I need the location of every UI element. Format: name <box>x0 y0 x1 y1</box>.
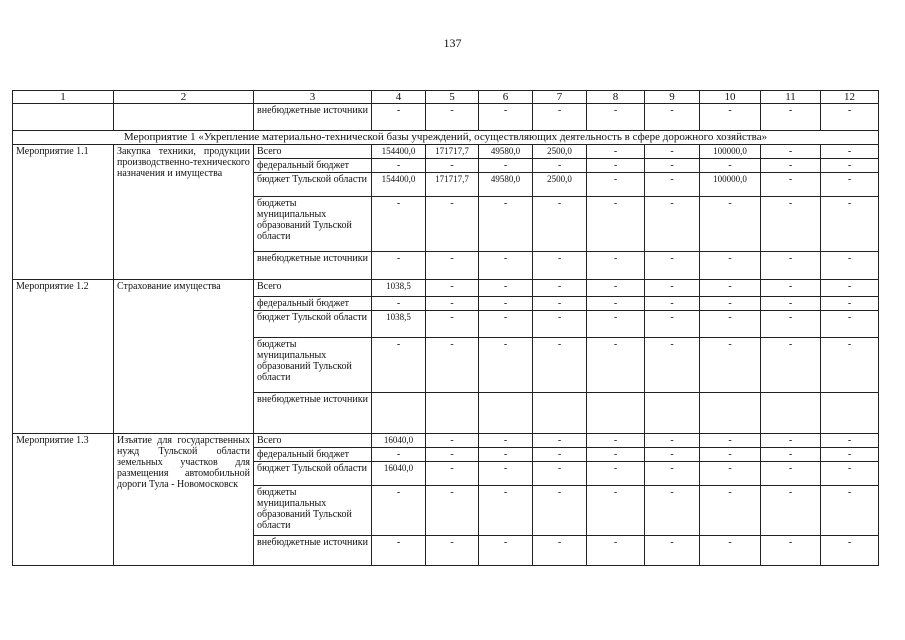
value-cell: 154400,0 <box>372 173 426 197</box>
value-cell <box>645 393 700 434</box>
measure-name: Изъятие для государственных нужд Тульской области земельных участков для размещения автомобильной дороги Тула - Новомосковск <box>114 434 254 566</box>
section-title: Мероприятие 1 «Укрепление материально-технической базы учреждений, осуществляющих деятельность в сфере дорожного хозяйства» <box>13 131 879 145</box>
column-header-7: 7 <box>533 91 587 104</box>
value-cell: - <box>587 297 645 311</box>
value-cell: - <box>700 197 761 252</box>
value-cell: - <box>645 297 700 311</box>
value-cell: 154400,0 <box>372 145 426 159</box>
value-cell: - <box>821 297 879 311</box>
value-cell: - <box>426 280 479 297</box>
value-cell: - <box>587 486 645 536</box>
value-cell: - <box>821 104 879 131</box>
value-cell: - <box>821 159 879 173</box>
value-cell: - <box>426 104 479 131</box>
funding-source: Всего <box>254 434 372 448</box>
table-row <box>13 434 879 448</box>
value-cell: 1038,5 <box>372 311 426 338</box>
value-cell: - <box>761 197 821 252</box>
value-cell: - <box>479 104 533 131</box>
funding-source: Всего <box>254 280 372 297</box>
value-cell: - <box>587 311 645 338</box>
funding-source: бюджет Тульской области <box>254 462 372 486</box>
table-row <box>13 145 879 159</box>
value-cell: - <box>761 536 821 566</box>
value-cell: 16040,0 <box>372 462 426 486</box>
value-cell: - <box>700 536 761 566</box>
value-cell: - <box>533 252 587 280</box>
funding-source: бюджеты муниципальных образований Тульской области <box>254 486 372 536</box>
column-header-3: 3 <box>254 91 372 104</box>
value-cell: - <box>821 462 879 486</box>
value-cell: - <box>533 197 587 252</box>
value-cell: 49580,0 <box>479 145 533 159</box>
value-cell: - <box>479 159 533 173</box>
funding-source: федеральный бюджет <box>254 297 372 311</box>
column-header-8: 8 <box>587 91 645 104</box>
value-cell: - <box>645 434 700 448</box>
value-cell: 2500,0 <box>533 173 587 197</box>
value-cell: - <box>700 434 761 448</box>
column-header-10: 10 <box>700 91 761 104</box>
column-header-5: 5 <box>426 91 479 104</box>
value-cell: - <box>587 252 645 280</box>
value-cell: - <box>426 297 479 311</box>
value-cell: - <box>645 462 700 486</box>
value-cell: - <box>426 486 479 536</box>
value-cell: - <box>479 297 533 311</box>
value-cell: - <box>821 280 879 297</box>
value-cell: - <box>645 311 700 338</box>
value-cell: - <box>533 434 587 448</box>
column-header-6: 6 <box>479 91 533 104</box>
column-header-2: 2 <box>114 91 254 104</box>
value-cell: - <box>645 104 700 131</box>
value-cell: - <box>426 462 479 486</box>
value-cell: - <box>587 173 645 197</box>
measure-id: Мероприятие 1.1 <box>13 145 114 280</box>
column-header-12: 12 <box>821 91 879 104</box>
value-cell: - <box>821 536 879 566</box>
value-cell: - <box>700 462 761 486</box>
empty-cell <box>114 104 254 131</box>
value-cell: - <box>821 434 879 448</box>
value-cell: - <box>700 338 761 393</box>
value-cell <box>372 393 426 434</box>
value-cell: - <box>426 197 479 252</box>
table-row <box>13 280 879 297</box>
value-cell: - <box>426 252 479 280</box>
value-cell: - <box>761 434 821 448</box>
value-cell: - <box>645 197 700 252</box>
value-cell: - <box>372 338 426 393</box>
value-cell: - <box>700 448 761 462</box>
value-cell: - <box>761 486 821 536</box>
value-cell: - <box>587 434 645 448</box>
value-cell: - <box>479 486 533 536</box>
funding-source: бюджеты муниципальных образований Тульской области <box>254 338 372 393</box>
measure-name: Страхование имущества <box>114 280 254 434</box>
value-cell: - <box>700 104 761 131</box>
column-header-4: 4 <box>372 91 426 104</box>
value-cell: - <box>645 252 700 280</box>
value-cell: - <box>587 159 645 173</box>
value-cell: - <box>587 536 645 566</box>
value-cell: - <box>761 252 821 280</box>
value-cell: 171717,7 <box>426 173 479 197</box>
value-cell: - <box>426 338 479 393</box>
column-header-9: 9 <box>645 91 700 104</box>
value-cell: - <box>533 311 587 338</box>
measure-name: Закупка техники, продукции производственно-технического назначения и имущества <box>114 145 254 280</box>
value-cell: - <box>700 252 761 280</box>
value-cell: - <box>761 311 821 338</box>
value-cell: - <box>372 252 426 280</box>
value-cell: - <box>533 280 587 297</box>
value-cell: - <box>761 104 821 131</box>
value-cell: - <box>761 448 821 462</box>
value-cell: - <box>821 252 879 280</box>
value-cell: 2500,0 <box>533 145 587 159</box>
value-cell <box>533 393 587 434</box>
value-cell: - <box>821 145 879 159</box>
value-cell: - <box>426 159 479 173</box>
column-header-11: 11 <box>761 91 821 104</box>
value-cell: - <box>426 311 479 338</box>
value-cell: - <box>645 159 700 173</box>
value-cell: - <box>533 297 587 311</box>
funding-source: внебюджетные источники <box>254 393 372 434</box>
value-cell: - <box>587 145 645 159</box>
value-cell: - <box>533 448 587 462</box>
value-cell: - <box>821 338 879 393</box>
value-cell <box>700 393 761 434</box>
value-cell: - <box>479 338 533 393</box>
value-cell: - <box>700 297 761 311</box>
value-cell: - <box>645 173 700 197</box>
funding-source: бюджеты муниципальных образований Тульской области <box>254 197 372 252</box>
value-cell: - <box>700 280 761 297</box>
value-cell: - <box>700 159 761 173</box>
value-cell <box>587 393 645 434</box>
value-cell: - <box>645 280 700 297</box>
funding-source: федеральный бюджет <box>254 159 372 173</box>
value-cell: - <box>645 536 700 566</box>
value-cell: - <box>479 448 533 462</box>
value-cell: 171717,7 <box>426 145 479 159</box>
value-cell: - <box>372 486 426 536</box>
funding-source: внебюджетные источники <box>254 104 372 131</box>
value-cell: - <box>821 486 879 536</box>
value-cell: - <box>587 462 645 486</box>
value-cell: - <box>426 448 479 462</box>
value-cell: - <box>821 173 879 197</box>
value-cell: - <box>479 252 533 280</box>
value-cell: - <box>761 280 821 297</box>
value-cell: - <box>761 297 821 311</box>
value-cell: - <box>533 104 587 131</box>
value-cell <box>426 393 479 434</box>
value-cell: - <box>645 145 700 159</box>
value-cell: - <box>479 462 533 486</box>
value-cell: - <box>479 311 533 338</box>
empty-cell <box>13 104 114 131</box>
value-cell: - <box>821 448 879 462</box>
value-cell <box>821 393 879 434</box>
measure-id: Мероприятие 1.2 <box>13 280 114 434</box>
value-cell: - <box>533 486 587 536</box>
funding-source: внебюджетные источники <box>254 536 372 566</box>
value-cell: - <box>479 197 533 252</box>
value-cell: - <box>533 536 587 566</box>
value-cell: - <box>645 338 700 393</box>
value-cell: - <box>761 173 821 197</box>
value-cell <box>761 393 821 434</box>
value-cell: - <box>645 448 700 462</box>
value-cell: - <box>821 197 879 252</box>
value-cell: - <box>645 486 700 536</box>
value-cell: - <box>479 280 533 297</box>
value-cell: - <box>533 338 587 393</box>
value-cell: - <box>821 311 879 338</box>
value-cell: - <box>761 159 821 173</box>
funding-source: бюджет Тульской области <box>254 311 372 338</box>
value-cell: - <box>372 159 426 173</box>
value-cell: - <box>761 145 821 159</box>
value-cell: - <box>426 434 479 448</box>
value-cell: 16040,0 <box>372 434 426 448</box>
section-title-row <box>13 131 879 145</box>
value-cell: - <box>372 448 426 462</box>
value-cell: 1038,5 <box>372 280 426 297</box>
value-cell: - <box>372 536 426 566</box>
funding-source: внебюджетные источники <box>254 252 372 280</box>
value-cell: - <box>533 159 587 173</box>
value-cell: - <box>372 104 426 131</box>
page-number: 137 <box>443 36 462 50</box>
value-cell: - <box>479 536 533 566</box>
value-cell: - <box>426 536 479 566</box>
funding-source: Всего <box>254 145 372 159</box>
funding-table <box>12 90 879 566</box>
value-cell: 100000,0 <box>700 145 761 159</box>
value-cell: - <box>587 197 645 252</box>
value-cell: 100000,0 <box>700 173 761 197</box>
value-cell: - <box>761 462 821 486</box>
value-cell <box>479 393 533 434</box>
value-cell: 49580,0 <box>479 173 533 197</box>
funding-source: бюджет Тульской области <box>254 173 372 197</box>
value-cell: - <box>372 197 426 252</box>
value-cell: - <box>587 104 645 131</box>
column-header-1: 1 <box>13 91 114 104</box>
value-cell: - <box>372 297 426 311</box>
value-cell: - <box>533 462 587 486</box>
measure-id: Мероприятие 1.3 <box>13 434 114 566</box>
value-cell: - <box>700 311 761 338</box>
value-cell: - <box>587 338 645 393</box>
carry-over-row <box>13 104 879 131</box>
value-cell: - <box>587 448 645 462</box>
value-cell: - <box>700 486 761 536</box>
value-cell: - <box>761 338 821 393</box>
value-cell: - <box>479 434 533 448</box>
funding-source: федеральный бюджет <box>254 448 372 462</box>
column-header-row <box>13 91 879 104</box>
value-cell: - <box>587 280 645 297</box>
